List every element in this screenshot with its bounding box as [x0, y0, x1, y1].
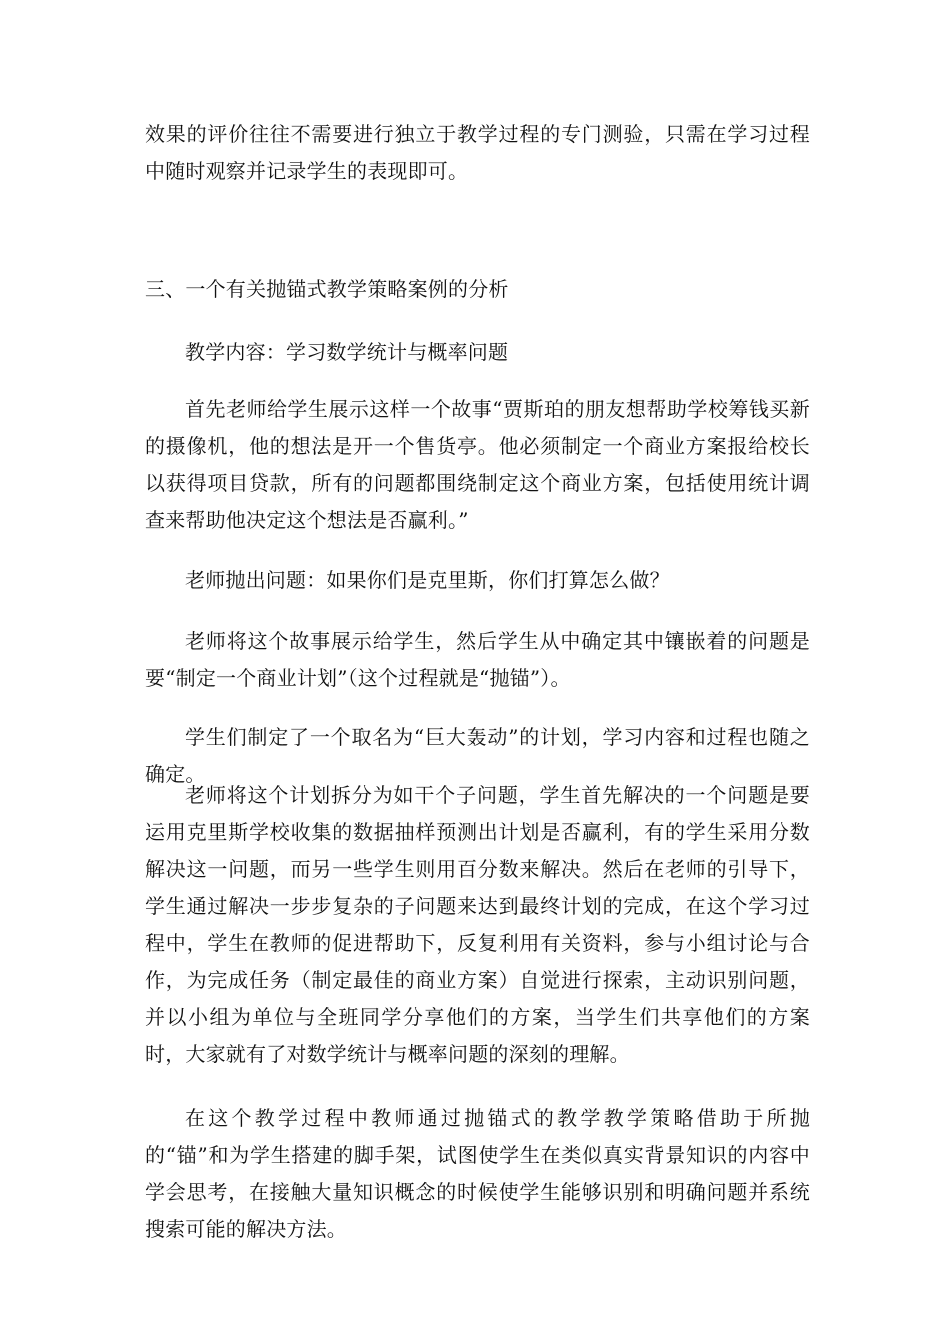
conclusion-paragraph: 在这个教学过程中教师通过抛锚式的教学教学策略借助于所抛的“锚”和为学生搭建的脚手架，试图使学生在类似真实背景知识的内容中学会思考，在接触大量知识概念的时候使学生能够识别和明确问题并系统搜索可能的解决方法。 [145, 1106, 810, 1241]
story-paragraph: 首先老师给学生展示这样一个故事“贾斯珀的朋友想帮助学校筹钱买新的摄像机，他的想法是开一个售货亭。他必须制定一个商业方案报给校长以获得项目贷款，所有的问题都围绕制定这个商业方案，包括使用统计调查来帮助他决定这个想法是否赢利。” [145, 397, 810, 532]
question-paragraph: 老师抛出问题：如果你们是克里斯，你们打算怎么做？ [185, 568, 670, 592]
subproblem-paragraph: 老师将这个计划拆分为如干个子问题，学生首先解决的一个问题是要运用克里斯学校收集的数据抽样预测出计划是否赢利，有的学生采用分数解决这一问题，而另一些学生则用百分数来解决。然后在老师的引导下，学生通过解决一步步复杂的子问题来达到最终计划的完成，在这个学习过程中，学生在教师的促进帮助下，反复利用有关资料，参与小组讨论与合作，为完成任务（制定最佳的商业方案）自觉进行探索，主动识别问题，并以小组为单位与全班同学分享他们的方案，当学生们共享他们的方案时，大家就有了对数学统计与概率问题的深刻的理解。 [145, 783, 810, 1066]
anchor-paragraph: 老师将这个故事展示给学生，然后学生从中确定其中镶嵌着的问题是要“制定一个商业计划”（这个过程就是“抛锚”）。 [145, 629, 810, 690]
plan-paragraph: 学生们制定了一个取名为“巨大轰动”的计划，学习内容和过程也随之确定。 [145, 725, 810, 786]
paragraph-continuation: 效果的评价往往不需要进行独立于教学过程的专门测验，只需在学习过程中随时观察并记录学生的表现即可。 [145, 122, 810, 183]
section-heading: 三、一个有关抛锚式教学策略案例的分析 [145, 277, 509, 301]
teaching-content: 教学内容：学习数学统计与概率问题 [185, 340, 509, 364]
